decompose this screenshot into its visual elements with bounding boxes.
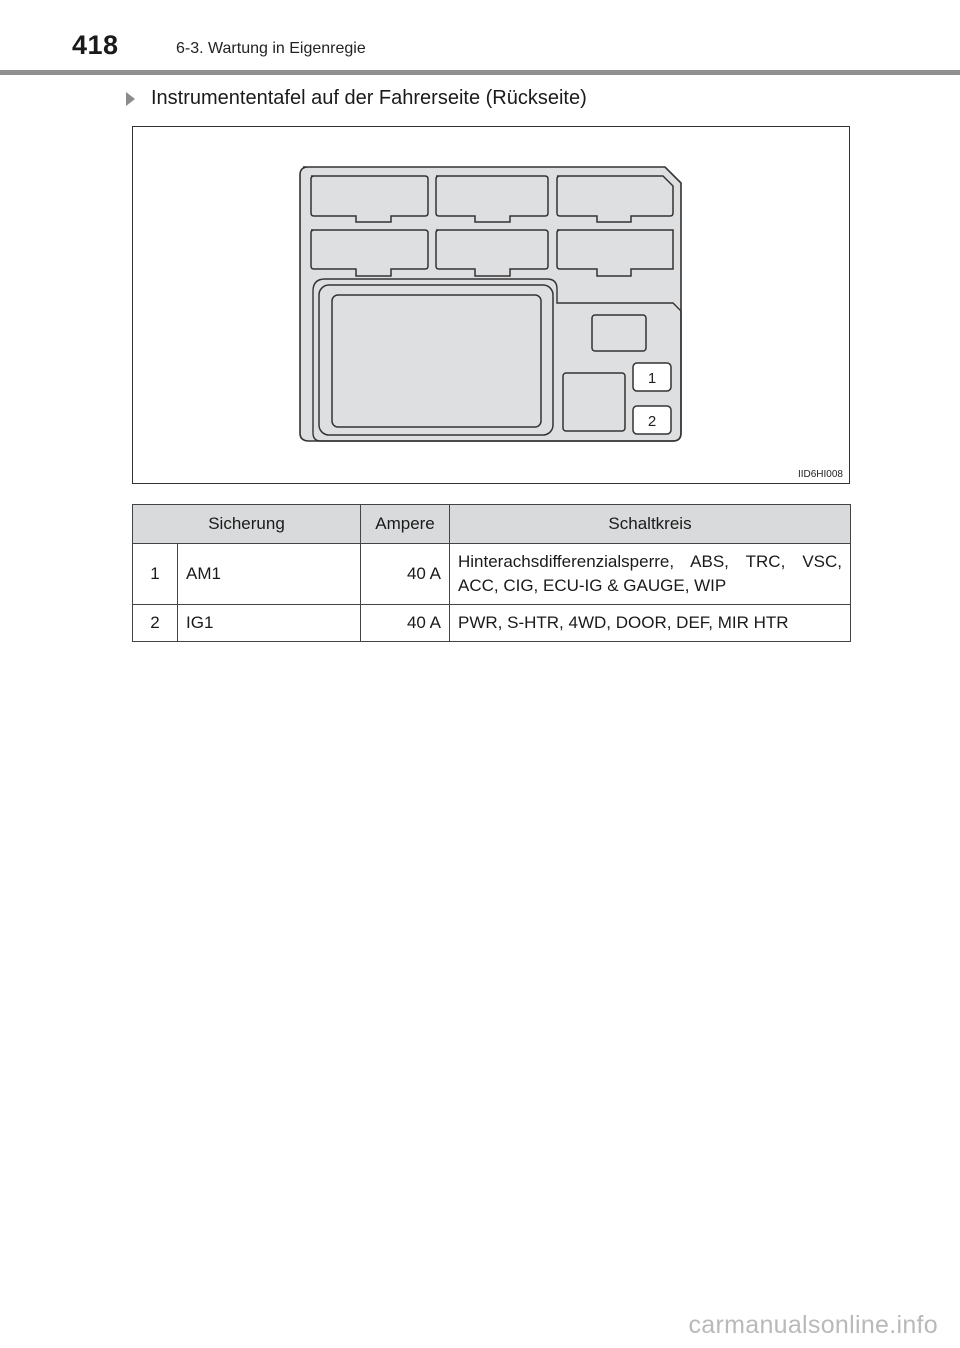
fuse-1-label: 1 (647, 370, 657, 387)
fuse-box-diagram (133, 127, 849, 483)
table-row (133, 544, 851, 605)
fuse-name: AM1 (178, 544, 361, 605)
header-sicherung: Sicherung (133, 505, 361, 544)
header-rule (0, 70, 960, 75)
relay-row-middle (311, 230, 673, 276)
fuse-table (132, 504, 851, 642)
triangle-bullet-icon (126, 92, 135, 106)
chapter-title: 6-3. Wartung in Eigenregie (176, 40, 366, 57)
large-fusible-block-inner (332, 295, 541, 427)
watermark: carmanualsonline.info (688, 1311, 938, 1339)
fuse-name: IG1 (178, 605, 361, 642)
fuse-circuit: Hinterachsdifferenzialsperre, ABS, TRC, VSC, ACC, CIG, ECU-IG & GAUGE, WIP (450, 544, 851, 605)
fuse-2-label: 2 (647, 413, 657, 430)
fuse-ampere: 40 A (361, 544, 450, 605)
figure-id: IID6HI008 (797, 469, 843, 480)
relay-row-top (311, 176, 673, 222)
fuse-number: 2 (133, 605, 178, 642)
fuse-ampere: 40 A (361, 605, 450, 642)
header-ampere: Ampere (361, 505, 450, 544)
small-relay-upper (592, 315, 646, 351)
section-heading (126, 87, 587, 110)
small-relay-lower (563, 373, 625, 431)
fuse-box-figure (132, 126, 850, 484)
table-header-row (133, 505, 851, 544)
fuse-circuit: PWR, S-HTR, 4WD, DOOR, DEF, MIR HTR (450, 605, 851, 642)
page-number: 418 (72, 30, 119, 60)
header-schaltkreis: Schaltkreis (450, 505, 851, 544)
fuse-number: 1 (133, 544, 178, 605)
section-heading-text: Instrumententafel auf der Fahrerseite (Rückseite) (151, 87, 587, 109)
table-row (133, 605, 851, 642)
